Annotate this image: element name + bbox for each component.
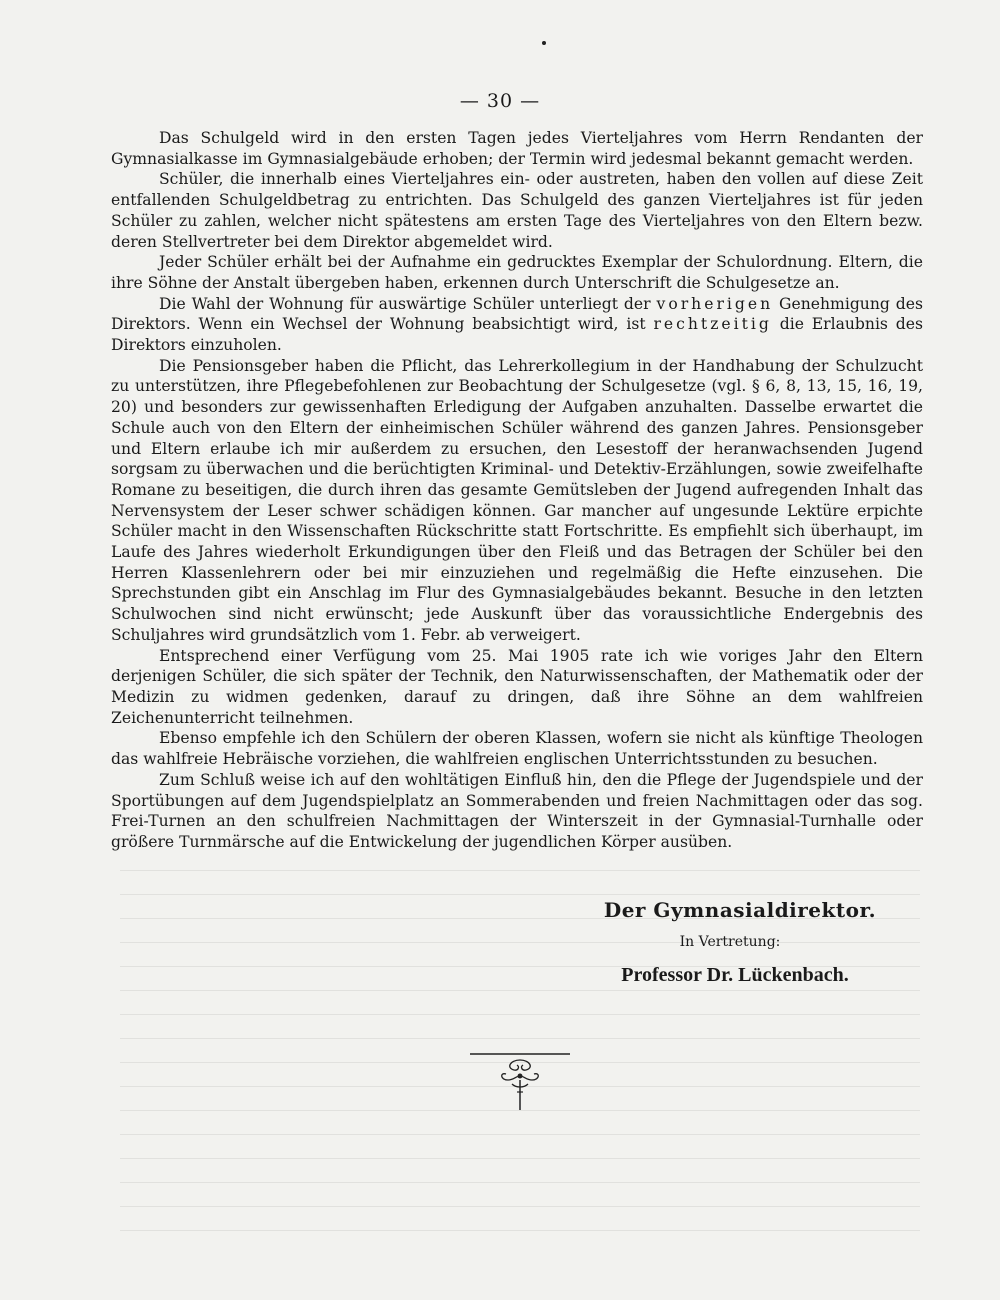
wohnung-text-2: Genehmigung des Direktors. Wenn ein Wechsel der Wohnung beabsichtigt wird, ist (111, 294, 923, 334)
signature-block (570, 898, 950, 987)
paragraph-wohnung (111, 294, 923, 356)
wohnung-emphasis-rechtzeitig: rechtzeitig (653, 315, 772, 334)
paragraph-pensionsgeber: Die Pensionsgeber haben die Pflicht, das Lehrerkollegium in der Handhabung der Schulzucht zu unterstützen, ihre Pflegebefohlenen zur Beobachtung der Schulgesetze (vgl. § 6, 8, 13, 15, 16, 19, 20) und besonders zur gewissenhaften Erledigung der Aufgaben anzuhalten. Dasselbe erwartet die Schule auch von den Eltern der einheimischen Schüler während des ganzen Jahres. Pensionsgeber und Eltern erlaube ich mir außerdem zu ersuchen, den Lesestoff der heranwachsenden Jugend sorgsam zu überwachen und die berüchtigten Kriminal- und Detektiv-Erzählungen, sowie zweifelhafte Romane zu beseitigen, die durch ihren das gesamte Gemütsleben der Jugend aufregenden Inhalt das Nervensystem der Leser schwer schädigen können. Gar mancher auf ungesunde Lektüre erpichte Schüler macht in den Wissenschaften Rückschritte statt Fortschritte. Es empfiehlt sich überhaupt, im Laufe des Jahres wiederholt Erkundigungen über den Fleiß und das Betragen der Schüler bei den Herren Klassenlehrern oder bei mir einzuziehen und regelmäßig die Hefte einzusehen. Die Sprechstunden gibt ein Anschlag im Flur des Gymnasialgebäudes bekannt. Besuche in den letzten Schulwochen sind nicht erwünscht; jede Auskunft über das voraussichtliche Endergebnis des Schuljahres wird grundsätzlich vom 1. Febr. ab verweigert. (111, 356, 923, 644)
paragraph-verfuegung: Entsprechend einer Verfügung vom 25. Mai 1905 rate ich wie voriges Jahr den Eltern derjenigen Schüler, die sich später der Technik, den Naturwissenschaften, der Mathematik oder der Medizin zu widmen gedenken, darauf zu dringen, daß ihre Söhne an dem wahlfreien Zeichenunterricht teilnehmen. (111, 646, 923, 727)
page-number: — 30 — (459, 90, 541, 112)
paragraph-schulordnung: Jeder Schüler erhält bei der Aufnahme ein gedrucktes Exemplar der Schulordnung. Eltern, die ihre Söhne der Anstalt übergeben haben, erkennen durch Unterschrift die Schulgesetze an. (111, 253, 923, 292)
paragraph-englisch: Ebenso empfehle ich den Schülern der oberen Klassen, wofern sie nicht als künftige Theologen das wahlfreie Hebräische vorziehen, die wahlfreien englischen Unterrichtsstunden zu besuchen. (111, 729, 923, 769)
body-text (111, 128, 923, 853)
wohnung-emphasis-vorherigen: vorherigen (656, 294, 774, 313)
ink-speck (542, 41, 546, 45)
wohnung-text-3: die Erlaubnis des Direktors einzuholen. (111, 315, 923, 355)
paragraph-schulgeld: Das Schulgeld wird in den ersten Tagen jedes Vierteljahres vom Herrn Rendanten der Gymnasialkasse im Gymnasialgebäude erhoben; der Termin wird jedesmal bekannt gemacht werden. (111, 129, 923, 168)
signature-name: Professor Dr. Lückenbach. (621, 964, 849, 986)
signature-subtitle: In Vertretung: (679, 934, 781, 950)
wohnung-text-1: Die Wahl der Wohnung für auswärtige Schüler unterliegt der (159, 294, 651, 313)
paragraph-vierteljahr: Schüler, die innerhalb eines Vierteljahres ein- oder austreten, haben den vollen auf diese Zeit entfallenden Schulgeldbetrag zu entrichten. Das Schulgeld des ganzen Vierteljahres ist für jeden Schüler zu zahlen, welcher nicht spätestens am ersten Tage des Vierteljahres von den Eltern bezw. deren Stellvertreter bei dem Direktor abgemeldet wird. (111, 170, 923, 251)
signature-title: Der Gymnasialdirektor. (603, 898, 877, 922)
ornament-vignette-icon (470, 1050, 570, 1120)
paragraph-jugendspiele: Zum Schluß weise ich auf den wohltätigen Einfluß hin, den die Pflege der Jugendspiele und der Sportübungen auf dem Jugendspielplatz an Sommerabenden und freien Nachmittagen oder das sog. Frei-Turnen an den schulfreien Nachmittagen der Winterszeit in der Gymnasial-Turnhalle oder größere Turnmärsche auf die Entwickelung der jugendlichen Körper ausüben. (111, 770, 923, 851)
